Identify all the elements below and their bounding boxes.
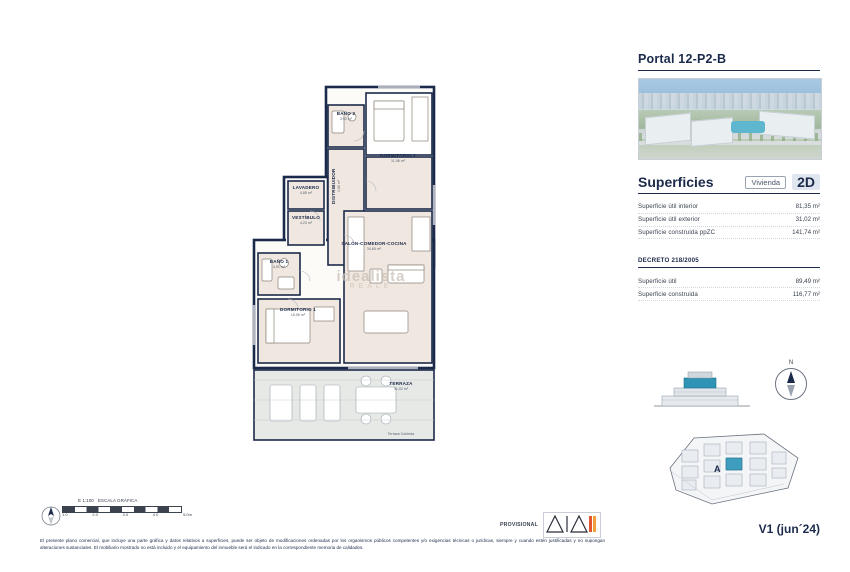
building-elevation-diagram [652,362,752,410]
room-area: 3,92 m² [339,117,353,122]
room-area: 34,65 m² [366,247,382,252]
provisional-stamp [500,512,601,538]
svg-text:A: A [714,464,721,474]
key-plan-diagram [652,428,807,510]
scale-title: ESCALA GRÁFICA [97,498,138,503]
room-name: DORMITORIO 1 [279,307,316,312]
row-value: 116,77 m² [792,290,820,298]
compass-rose [768,360,814,412]
portal-title: Portal 12-P2-B [638,52,820,71]
scale-ruler-ticks [62,512,192,517]
vivienda-badge-group [745,174,820,190]
scale-ratio: E 1:100 [78,498,94,503]
right-info-panel [638,52,820,301]
room-name: LAVADERO [292,185,320,190]
vivienda-code: 2D [792,174,820,190]
decreto-section [638,257,820,301]
table-row [638,201,820,214]
legal-disclaimer: El presente plano comercial, que incluye una parte gráfica y datos relativos a superficies, puede ser objeto de modificaciones ordenadas por los organismos públicos competentes y/o exigencias técnicas o jurídicas, siempre y cuando estén justificadas y no supongan alteraciones sustanciales. El mobiliario mostrado no está incluido y el equipamiento del inmueble será el indicado en la correspondiente memoria de calidades. [40,538,605,550]
superficies-header [638,174,820,194]
vivienda-label: Vivienda [745,176,786,189]
apartment-floor-plan [248,85,438,455]
scale-ruler [40,506,240,520]
room-name: BAÑO 1 [269,259,289,264]
development-render-image [638,78,822,160]
room-area: 4,06 m² [337,180,342,193]
scale-tick: 3.0 [122,512,129,517]
watermark-line-2: REALE [349,283,393,290]
compass-north-label: N [788,360,794,366]
superficies-rows [638,201,820,239]
row-label: Superficie útil interior [638,203,699,211]
room-name: DORMITORIO 2 [379,153,416,158]
row-label: Superficie construida [638,290,698,298]
room-area: 4,91 m² [272,265,286,270]
graphic-scale [40,498,240,520]
row-value: 141,74 m² [792,228,820,236]
room-name: Terraza Cubierta [387,432,415,436]
row-label: Superficie útil exterior [638,216,700,224]
row-label: Superficie útil [638,277,677,285]
room-area: 11,96 m² [391,159,405,164]
superficies-title: Superficies [638,174,714,190]
row-value: 81,35 m² [795,203,820,211]
decreto-rows [638,275,820,301]
table-row [638,227,820,240]
compass-circle [775,368,807,400]
table-row [638,275,820,288]
render-building-1 [645,113,691,146]
render-pool [731,121,765,133]
scale-tick: 1.0 [62,512,68,517]
provisional-label: PROVISIONAL [500,522,538,528]
compass-needle-north-icon [787,371,795,383]
room-name: BAÑO 2 [336,111,356,116]
room-area: 15,06 m² [290,313,306,318]
room-name: SALÓN-COMEDOR-COCINA [341,241,407,246]
room-name: DISTRIBUIDOR [330,168,336,204]
room-area: 31,02 m² [393,387,409,392]
render-building-3 [759,111,815,140]
scale-tick: 5.0m [183,512,192,517]
room-area: 4,85 m² [299,191,313,196]
scale-tick: 4.0 [152,512,159,517]
decreto-title: DECRETO 218/2005 [638,257,820,268]
table-row [638,288,820,301]
room-area: 4,23 m² [299,221,313,226]
row-value: 31,02 m² [795,216,820,224]
scale-header [40,498,240,503]
room-name: TERRAZA [389,381,413,386]
room-name: VESTÍBULO [291,215,321,220]
row-label: Superficie construida ppZC [638,228,716,236]
developer-logo [543,512,601,538]
version-label: V1 (jun´24) [758,522,820,536]
scale-tick: 2.0 [92,512,98,517]
compass-needle-south-icon [787,385,795,397]
watermark-line-1: idealista [336,268,406,285]
elevation-and-compass [638,358,820,416]
row-value: 89,49 m² [795,277,820,285]
render-building-2 [691,117,733,147]
table-row [638,214,820,227]
render-skyline [639,93,821,109]
